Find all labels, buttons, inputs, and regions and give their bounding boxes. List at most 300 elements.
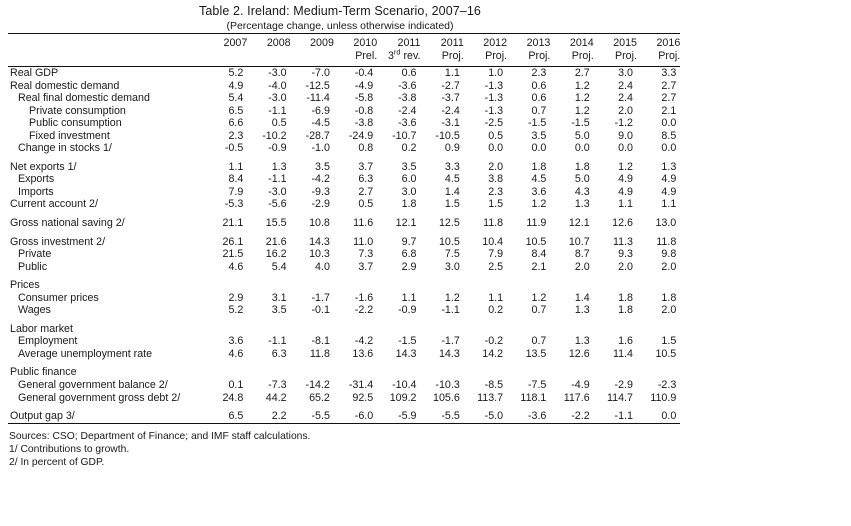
data-cell: 2.3 xyxy=(488,185,504,198)
data-cell: -3.0 xyxy=(268,92,287,105)
data-cell: 114.7 xyxy=(607,391,633,404)
data-cell: -3.7 xyxy=(441,92,460,105)
data-cell: -4.2 xyxy=(354,335,374,348)
header-corner-cell xyxy=(8,37,204,50)
data-cell: 10.8 xyxy=(309,217,330,230)
data-cell xyxy=(291,366,334,379)
data-cell: 1.3 xyxy=(271,160,287,173)
data-cell: 1.8 xyxy=(531,160,547,173)
data-cell: 10.7 xyxy=(568,235,590,248)
table-row xyxy=(8,410,680,423)
data-cell: 1.1 xyxy=(444,67,460,79)
data-cell: -2.9 xyxy=(614,379,633,392)
column-header-year: 2011 xyxy=(440,37,464,49)
data-cell: -10.3 xyxy=(435,379,460,392)
data-cell xyxy=(464,279,507,292)
column-header-sub xyxy=(291,50,334,63)
data-cell: 2.4 xyxy=(618,79,633,92)
data-cell: -0.8 xyxy=(354,104,374,117)
data-cell: 4.5 xyxy=(444,173,460,186)
data-cell: 1.2 xyxy=(531,291,547,304)
data-cell: -4.2 xyxy=(311,173,330,186)
data-cell: 6.8 xyxy=(401,248,417,261)
data-cell: 1.3 xyxy=(574,304,590,317)
row-label: Gross national saving 2/ xyxy=(10,217,125,230)
data-cell: 8.5 xyxy=(661,129,677,142)
data-cell xyxy=(550,279,593,292)
data-cell: -3.6 xyxy=(527,410,547,423)
data-cell: 13.6 xyxy=(352,347,374,360)
row-label: Net exports 1/ xyxy=(10,160,77,173)
data-cell: 0.8 xyxy=(358,142,374,155)
data-cell: 8.4 xyxy=(228,173,244,186)
column-header-sub-text: 3rd rev. xyxy=(387,47,421,62)
table-row xyxy=(8,92,680,105)
data-cell: -8.1 xyxy=(311,335,330,348)
data-cell: 2.0 xyxy=(618,260,633,273)
data-cell: 4.9 xyxy=(661,173,677,186)
data-cell: 11.8 xyxy=(309,347,330,360)
data-cell: 3.5 xyxy=(315,160,330,173)
data-cell: 6.3 xyxy=(358,173,374,186)
row-label: Change in stocks 1/ xyxy=(18,142,112,155)
data-cell: 1.5 xyxy=(488,198,504,211)
column-header-sub: Proj. xyxy=(571,50,594,62)
data-cell: 0.0 xyxy=(661,142,677,155)
data-cell: 0.0 xyxy=(661,410,677,423)
data-cell: -2.7 xyxy=(441,79,460,92)
data-cell: 3.0 xyxy=(618,67,633,79)
footnote: 2/ In percent of GDP. xyxy=(9,457,105,469)
column-header-sub: Proj. xyxy=(614,50,637,62)
data-cell xyxy=(334,366,377,379)
table-row xyxy=(8,217,680,230)
data-cell: 2.1 xyxy=(531,260,547,273)
data-cell: 0.5 xyxy=(358,198,374,211)
ordinal-superscript: rd xyxy=(393,47,401,57)
data-cell: 1.0 xyxy=(488,67,504,79)
data-cell: 0.2 xyxy=(401,142,417,155)
data-cell: 5.4 xyxy=(228,92,244,105)
row-label: Employment xyxy=(18,335,78,348)
data-cell: 4.0 xyxy=(315,260,330,273)
data-cell: 1.8 xyxy=(401,198,417,211)
data-cell: 1.1 xyxy=(618,198,633,211)
page-title: Table 2. Ireland: Medium-Term Scenario, 2007–16 xyxy=(199,4,481,18)
table-row xyxy=(8,261,680,274)
data-cell: 9.8 xyxy=(661,248,677,261)
data-cell: 3.3 xyxy=(444,160,460,173)
data-cell: 2.7 xyxy=(661,92,677,105)
data-cell: -31.4 xyxy=(348,379,374,392)
data-cell xyxy=(637,366,680,379)
table-row xyxy=(8,379,680,392)
data-cell: -0.5 xyxy=(224,142,244,155)
table-row xyxy=(8,335,680,348)
data-cell: 2.5 xyxy=(488,260,504,273)
data-cell: -2.5 xyxy=(484,117,504,130)
column-header-year: 2014 xyxy=(569,37,594,49)
row-label: Exports xyxy=(18,173,55,186)
row-label: Labor market xyxy=(10,322,73,335)
data-cell: -3.1 xyxy=(441,117,460,130)
data-cell: 118.1 xyxy=(520,391,547,404)
data-cell: 6.5 xyxy=(228,410,244,423)
data-cell: -7.0 xyxy=(311,67,330,79)
data-cell: 7.3 xyxy=(358,248,374,261)
row-label: Wages xyxy=(18,304,51,317)
data-cell: 2.0 xyxy=(661,260,677,273)
data-cell: 113.7 xyxy=(477,391,504,404)
data-cell: -0.2 xyxy=(484,335,504,348)
column-header-year: 2007 xyxy=(223,37,248,49)
table-footer xyxy=(8,423,680,426)
row-label: Consumer prices xyxy=(18,291,99,304)
data-cell: -11.4 xyxy=(306,92,330,105)
data-cell xyxy=(334,323,377,336)
data-cell: 14.3 xyxy=(438,347,460,360)
data-cell: -1.3 xyxy=(484,104,504,117)
table-row xyxy=(8,130,680,143)
data-cell: 3.3 xyxy=(661,67,677,79)
row-label: Real domestic demand xyxy=(10,79,120,92)
data-cell: 1.1 xyxy=(401,291,417,304)
data-cell: 3.5 xyxy=(531,129,547,142)
data-cell: -1.1 xyxy=(268,335,287,348)
data-cell: 2.3 xyxy=(531,67,547,79)
data-cell: 4.6 xyxy=(228,347,244,360)
data-cell: 0.5 xyxy=(488,129,504,142)
row-label: Public xyxy=(18,260,48,273)
data-cell: -1.2 xyxy=(614,117,633,130)
data-cell xyxy=(204,279,247,292)
data-cell: 0.0 xyxy=(531,142,547,155)
data-cell: 11.8 xyxy=(656,235,677,248)
page-subtitle: (Percentage change, unless otherwise indicated) xyxy=(226,20,454,32)
data-cell: -0.4 xyxy=(354,67,374,79)
column-header-sub: Proj. xyxy=(485,50,508,62)
data-cell xyxy=(594,279,637,292)
data-cell: 9.3 xyxy=(618,248,633,261)
data-cell: 2.7 xyxy=(661,79,677,92)
data-cell: 12.6 xyxy=(612,217,633,230)
data-cell: -5.5 xyxy=(311,410,330,423)
header-corner-cell-2 xyxy=(8,50,204,63)
data-cell: 4.9 xyxy=(618,173,633,186)
column-header-sub xyxy=(204,50,247,63)
data-cell: 2.1 xyxy=(661,104,677,117)
data-cell xyxy=(420,279,463,292)
data-cell: 16.2 xyxy=(265,248,287,261)
data-cell: 11.3 xyxy=(612,235,633,248)
data-cell: -24.9 xyxy=(348,129,374,142)
data-cell: 21.6 xyxy=(265,235,287,248)
data-cell: -2.4 xyxy=(398,104,417,117)
data-cell: 3.7 xyxy=(358,160,374,173)
data-cell: 3.6 xyxy=(228,335,244,348)
data-cell: 4.9 xyxy=(661,185,677,198)
data-cell: 3.0 xyxy=(401,185,417,198)
data-cell: 7.9 xyxy=(488,248,504,261)
table-row xyxy=(8,292,680,305)
data-cell: 6.3 xyxy=(271,347,287,360)
data-cell: 1.1 xyxy=(228,160,244,173)
data-cell: -2.3 xyxy=(657,379,677,392)
data-cell: 5.0 xyxy=(574,173,590,186)
data-cell: 0.7 xyxy=(531,304,547,317)
table-row xyxy=(8,236,680,249)
data-cell: 10.5 xyxy=(655,347,677,360)
data-cell: -2.2 xyxy=(571,410,590,423)
data-cell xyxy=(247,366,290,379)
data-cell: -5.0 xyxy=(484,410,504,423)
data-cell: -5.9 xyxy=(398,410,417,423)
data-cell: 5.4 xyxy=(271,260,287,273)
data-cell: 12.1 xyxy=(395,217,417,230)
header-subtitle-row xyxy=(8,50,680,63)
data-cell: -8.5 xyxy=(484,379,504,392)
data-cell: -7.3 xyxy=(268,379,287,392)
data-cell: 3.1 xyxy=(271,291,287,304)
data-cell: 15.5 xyxy=(265,217,287,230)
data-cell: 0.7 xyxy=(531,104,547,117)
data-cell: -9.3 xyxy=(311,185,330,198)
data-cell: -1.5 xyxy=(527,117,547,130)
table-row xyxy=(8,80,680,93)
table-row xyxy=(8,117,680,130)
data-cell: -3.8 xyxy=(354,117,374,130)
data-cell: 14.3 xyxy=(395,347,417,360)
data-cell xyxy=(247,279,290,292)
data-cell: 1.5 xyxy=(661,335,677,348)
data-cell: 6.6 xyxy=(228,117,244,130)
row-label: Imports xyxy=(18,185,54,198)
data-cell: 3.5 xyxy=(271,304,287,317)
data-cell: 3.6 xyxy=(531,185,547,198)
table-row xyxy=(8,142,680,155)
data-cell xyxy=(637,323,680,336)
data-cell: 1.3 xyxy=(574,335,590,348)
data-cell: -1.6 xyxy=(354,291,374,304)
data-cell: 0.6 xyxy=(401,67,417,79)
data-cell: 3.8 xyxy=(488,173,504,186)
data-cell: -1.1 xyxy=(268,173,287,186)
data-cell: 4.9 xyxy=(618,185,633,198)
row-label: Real final domestic demand xyxy=(18,92,150,105)
data-cell: 4.3 xyxy=(574,185,590,198)
data-cell: 0.6 xyxy=(531,92,547,105)
row-label: General government gross debt 2/ xyxy=(18,391,181,404)
data-cell: 1.2 xyxy=(444,291,460,304)
row-label: Public consumption xyxy=(29,117,122,130)
data-cell: 5.0 xyxy=(574,129,590,142)
column-header-year: 2015 xyxy=(613,37,637,49)
sources-note: Sources: CSO; Department of Finance; and IMF staff calculations. xyxy=(9,430,311,442)
table-row xyxy=(8,348,680,361)
row-label: Average unemployment rate xyxy=(18,347,153,360)
data-cell: -1.3 xyxy=(484,79,504,92)
data-cell xyxy=(550,366,593,379)
data-cell: -4.9 xyxy=(354,79,374,92)
data-cell: 1.2 xyxy=(574,79,590,92)
data-cell: 1.3 xyxy=(661,160,677,173)
data-cell: 1.2 xyxy=(618,160,633,173)
data-cell: 2.2 xyxy=(271,410,287,423)
table-notes xyxy=(9,430,851,470)
data-cell: 2.7 xyxy=(358,185,374,198)
data-cell: -10.4 xyxy=(392,379,417,392)
column-header-year: 2010 xyxy=(353,37,378,49)
data-cell: 4.6 xyxy=(228,260,244,273)
data-cell: 26.1 xyxy=(222,235,244,248)
data-cell: 109.2 xyxy=(389,391,417,404)
data-cell: -0.1 xyxy=(311,304,330,317)
data-cell: 2.0 xyxy=(661,304,677,317)
data-cell: 1.8 xyxy=(618,291,633,304)
data-cell: 12.6 xyxy=(568,347,590,360)
data-cell: 2.0 xyxy=(618,104,633,117)
data-cell: 8.4 xyxy=(531,248,547,261)
data-cell: 1.5 xyxy=(444,198,460,211)
data-cell: -1.5 xyxy=(398,335,417,348)
row-label: Fixed investment xyxy=(29,129,110,142)
table-row xyxy=(8,392,680,405)
data-cell: 9.0 xyxy=(618,129,633,142)
table-section-header-row xyxy=(8,323,680,336)
data-cell: -1.3 xyxy=(484,92,504,105)
rule-bottom xyxy=(8,423,680,426)
data-cell: 6.5 xyxy=(228,104,244,117)
data-cell: -10.2 xyxy=(262,129,287,142)
data-cell: 1.4 xyxy=(574,291,590,304)
data-cell: 7.9 xyxy=(228,185,244,198)
data-cell xyxy=(377,323,420,336)
data-cell: 11.4 xyxy=(612,347,633,360)
column-header-sub: Proj. xyxy=(441,50,464,62)
data-cell: -1.1 xyxy=(268,104,287,117)
data-cell: 13.5 xyxy=(525,347,547,360)
data-cell: 0.9 xyxy=(444,142,460,155)
data-cell xyxy=(247,323,290,336)
column-header-sub: Proj. xyxy=(528,50,551,62)
table-row xyxy=(8,248,680,261)
data-cell xyxy=(420,323,463,336)
data-cell: 10.4 xyxy=(482,235,504,248)
row-label: Current account 2/ xyxy=(10,198,98,211)
data-cell: -10.7 xyxy=(392,129,417,142)
data-cell: 1.2 xyxy=(574,92,590,105)
data-cell xyxy=(204,366,247,379)
data-cell: 2.9 xyxy=(228,291,244,304)
table-section-header-row xyxy=(8,366,680,379)
data-cell: 10.5 xyxy=(525,235,547,248)
data-cell: 1.8 xyxy=(661,291,677,304)
data-cell: -3.8 xyxy=(398,92,417,105)
data-cell: 3.0 xyxy=(444,260,460,273)
data-cell: 117.6 xyxy=(563,391,590,404)
title-block xyxy=(0,4,680,33)
data-cell: 4.9 xyxy=(228,79,244,92)
data-cell: 24.8 xyxy=(222,391,244,404)
header-year-row xyxy=(8,37,680,50)
data-cell: -0.9 xyxy=(398,304,417,317)
data-cell: 3.7 xyxy=(358,260,374,273)
data-cell: -1.0 xyxy=(311,142,330,155)
data-cell: -2.4 xyxy=(441,104,460,117)
data-cell: -4.9 xyxy=(571,379,590,392)
data-cell: 6.0 xyxy=(401,173,417,186)
column-header-year: 2012 xyxy=(483,37,508,49)
column-header-sub: Proj. xyxy=(658,50,681,62)
row-label: Private consumption xyxy=(29,104,126,117)
data-cell: -1.1 xyxy=(614,410,633,423)
table-section-header-row xyxy=(8,279,680,292)
data-cell xyxy=(204,323,247,336)
data-cell: 11.6 xyxy=(353,217,374,230)
data-cell: 2.0 xyxy=(574,260,590,273)
data-cell: 2.9 xyxy=(401,260,417,273)
data-cell xyxy=(594,366,637,379)
data-cell xyxy=(334,279,377,292)
data-cell: 110.9 xyxy=(650,391,677,404)
data-cell: -1.7 xyxy=(441,335,460,348)
column-header-sub xyxy=(377,47,421,63)
data-cell: -6.0 xyxy=(354,410,374,423)
data-cell xyxy=(464,366,507,379)
data-cell: 1.8 xyxy=(618,304,633,317)
table-row xyxy=(8,198,680,211)
data-cell: 11.9 xyxy=(526,217,547,230)
table-row xyxy=(8,67,680,80)
data-cell: 0.0 xyxy=(661,117,677,130)
data-cell: 0.5 xyxy=(271,117,287,130)
data-cell xyxy=(507,279,550,292)
data-cell: -4.0 xyxy=(268,79,287,92)
data-cell: -2.2 xyxy=(354,304,374,317)
column-header-year: 2011 xyxy=(397,37,421,49)
row-label: Private xyxy=(18,248,52,261)
data-cell: -5.5 xyxy=(441,410,460,423)
table-row xyxy=(8,105,680,118)
data-cell: -5.6 xyxy=(268,198,287,211)
data-cell: -3.0 xyxy=(268,185,287,198)
data-cell xyxy=(637,279,680,292)
data-cell xyxy=(291,323,334,336)
row-label: Prices xyxy=(10,279,40,292)
row-label: Gross investment 2/ xyxy=(10,235,106,248)
data-cell: 14.2 xyxy=(482,347,504,360)
data-cell: 13.0 xyxy=(655,217,677,230)
data-cell: 5.2 xyxy=(228,304,244,317)
table-header xyxy=(8,34,680,67)
data-cell: 65.2 xyxy=(309,391,330,404)
table-row xyxy=(8,173,680,186)
data-cell: 8.7 xyxy=(574,248,590,261)
data-cell: 2.3 xyxy=(228,129,244,142)
data-cell: 9.7 xyxy=(401,235,417,248)
data-cell xyxy=(377,366,420,379)
data-cell: 0.7 xyxy=(531,335,547,348)
data-cell xyxy=(291,279,334,292)
data-cell: -12.5 xyxy=(305,79,330,92)
table-row xyxy=(8,161,680,174)
data-cell: 5.2 xyxy=(228,67,244,79)
data-cell: 12.1 xyxy=(568,217,590,230)
data-cell: -1.1 xyxy=(441,304,460,317)
table-row xyxy=(8,304,680,317)
data-cell: 0.2 xyxy=(488,304,504,317)
data-cell: 11.8 xyxy=(483,217,504,230)
